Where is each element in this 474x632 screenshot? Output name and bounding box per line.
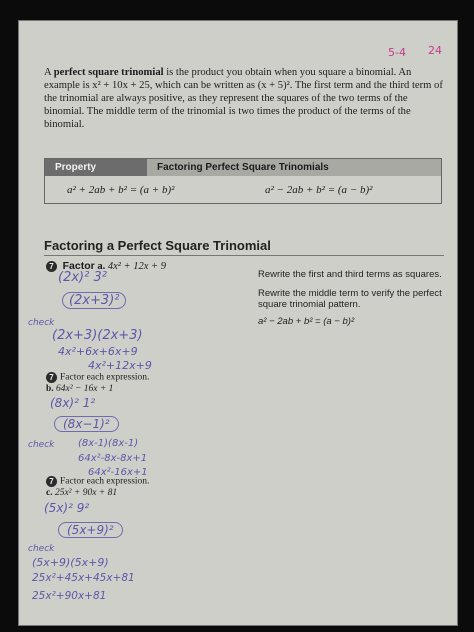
example-part: a.	[97, 261, 106, 272]
step-1: Rewrite the first and third terms as squares.	[258, 269, 442, 280]
example-part: b.	[46, 383, 54, 394]
formula-difference: a² − 2ab + b² = (a − b)²	[265, 183, 373, 196]
hand-b-4: 64x²-8x-8x+1	[78, 453, 148, 464]
example-7b	[46, 372, 149, 395]
example-expression: 25x² + 90x + 81	[54, 487, 118, 498]
formula-sum: a² + 2ab + b² = (a + b)²	[67, 183, 175, 196]
intro-term: perfect square trinomial	[53, 67, 164, 78]
step-2: Rewrite the middle term to verify the perfect square trinomial pattern.	[258, 288, 442, 310]
intro-lead: A	[44, 67, 54, 78]
hand-a-5: 4x²+12x+9	[88, 359, 152, 372]
hand-a-3: (2x+3)(2x+3)	[52, 328, 143, 343]
property-label: Property	[55, 162, 97, 173]
property-formulas	[45, 176, 441, 203]
hand-b-1: (8x)² 1²	[50, 396, 96, 410]
worksheet-page	[18, 20, 458, 626]
step-3: a² − 2ab + b² = (a − b)²	[258, 316, 355, 327]
example-expression: 4x² + 12x + 9	[107, 261, 166, 272]
hand-check-a: check	[28, 318, 55, 328]
hand-c-5: 25x²+90x+81	[32, 590, 107, 602]
property-box	[44, 158, 442, 204]
hand-c-3: (5x+9)(5x+9)	[32, 556, 109, 569]
hand-b-5: 64x²-16x+1	[88, 467, 148, 478]
hand-c-1: (5x)² 9²	[44, 501, 90, 515]
intro-paragraph	[44, 66, 444, 131]
example-expression: 64x² − 16x + 1	[56, 383, 114, 394]
page-mark-lesson: 5-4	[388, 46, 406, 59]
example-number-badge: 7	[46, 372, 57, 383]
intro-rest: is the product you obtain when you square a binomial. An example is x² + 10x + 25, which can be written as (x + 5)². The first term and the third term of the trinomial are always positive, as they represent the squares of the two terms of the binomial. The middle term of the trinomial is two times the product of the terms of the binomial.	[44, 67, 443, 130]
hand-a-4: 4x²+6x+6x+9	[58, 345, 138, 358]
hand-c-4: 25x²+45x+45x+81	[32, 572, 135, 584]
property-title: Factoring Perfect Square Trinomials	[147, 159, 441, 176]
example-7c	[46, 476, 149, 499]
hand-b-3: (8x-1)(8x-1)	[78, 438, 139, 449]
section-title: Factoring a Perfect Square Trinomial	[44, 238, 271, 253]
hand-a-1: (2x)² 3²	[58, 270, 107, 285]
hand-check-b: check	[28, 440, 55, 450]
section-rule	[44, 255, 444, 256]
example-prompt: Factor	[62, 260, 95, 272]
property-header	[45, 159, 441, 176]
example-number-badge: 7	[46, 476, 57, 487]
hand-b-2: (8x−1)²	[54, 416, 119, 432]
page-mark-number: 24	[428, 44, 442, 57]
example-part: c.	[46, 487, 53, 498]
example-number-badge: 7	[46, 261, 57, 272]
hand-check-c: check	[28, 544, 55, 554]
hand-a-2: (2x+3)²	[62, 292, 126, 309]
example-prompt: Factor each expression.	[60, 476, 150, 487]
hand-c-2: (5x+9)²	[58, 522, 123, 538]
example-prompt: Factor each expression.	[60, 372, 150, 383]
